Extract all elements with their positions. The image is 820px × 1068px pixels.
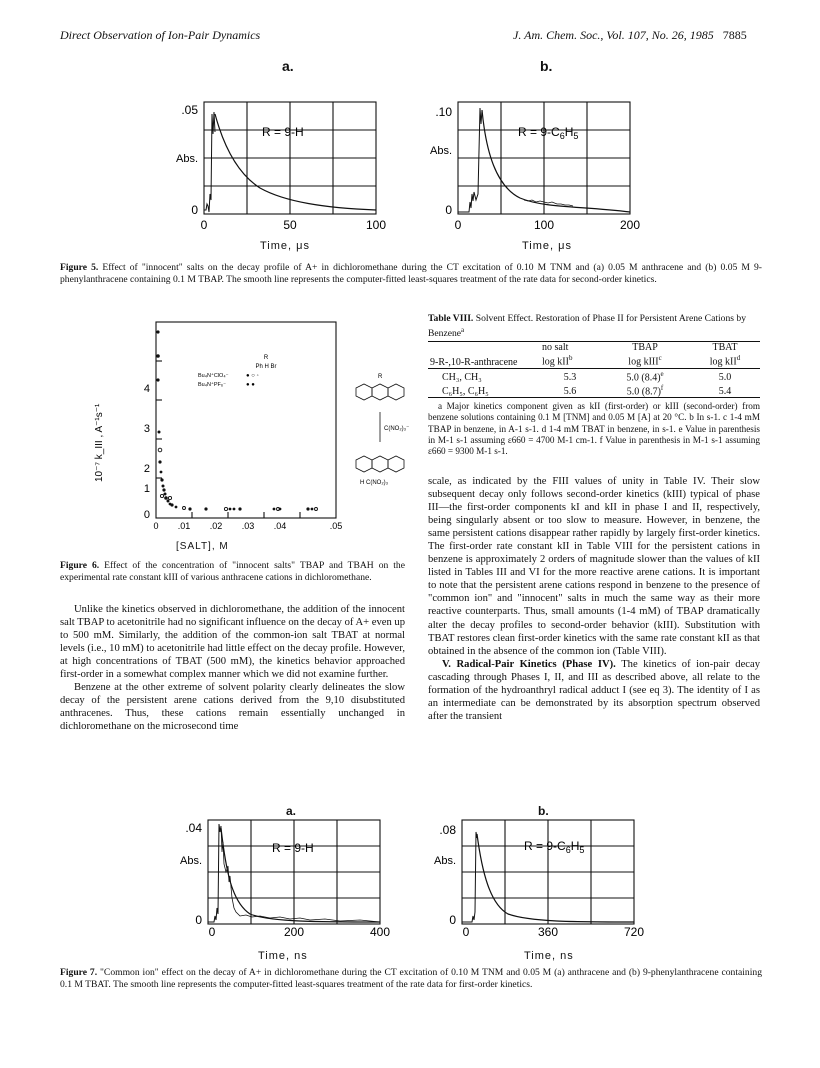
- fig7-panel-a-letter: a.: [286, 804, 297, 818]
- left-body-text: [60, 603, 405, 733]
- fig5b-xtick-0: 0: [454, 218, 462, 232]
- fig5-caption-label: Figure 5.: [60, 262, 99, 273]
- fig5-caption-text: Effect of "innocent" salts on the decay profile of A+ in dichloromethane during the CT excitation of 0.10 M TNM and (a) 0.05 M anthracene and (b) 0.05 M 9-phenylanthracene containing 0.1 M TBAP. The smooth line represents the computer-fitted least-squares treatment of the rate data for second-order kinetics.: [60, 262, 762, 285]
- table8: [428, 313, 760, 457]
- fig5b-ytick-zero: 0: [445, 203, 452, 217]
- fig6-legend-row2-label: Bu₄N⁺PF₆⁻: [198, 382, 226, 388]
- fig5a-ylabel: Abs.: [175, 153, 198, 165]
- fig7b-xtick-1: 360: [537, 925, 559, 939]
- fig5a-xtick-0: 0: [200, 218, 208, 232]
- fig5-panel-b-xlabel: Time, μs: [522, 240, 572, 252]
- table8-r2-c1: 5.6: [563, 386, 577, 398]
- table8-r1-c1: 5.3: [563, 372, 577, 384]
- fig5a-ytick-top: .05: [181, 103, 198, 117]
- table8-head1-col0: [428, 342, 540, 354]
- table8-head2-col2: log kIII$^c$: [628, 354, 662, 368]
- table8-head-row-2: [428, 353, 760, 368]
- running-head-right: [513, 28, 747, 43]
- fig5-panel-a-xlabel: Time, μs: [260, 240, 310, 252]
- fig5a-xtick-2: 100: [365, 218, 387, 232]
- fig6-ylabel: 10⁻⁷ k_III , A⁻¹s⁻¹: [94, 403, 105, 482]
- table-row: [428, 368, 760, 383]
- table8-head1-col1: no salt: [542, 342, 569, 354]
- fig7a-ytick-top: .04: [185, 821, 202, 835]
- left-paragraph-2: Benzene at the other extreme of solvent polarity clearly delineates the slow decay of the persistent arene cations derived from the 9,10 disubstituted anthracenes. Thus, these cations remain essentially unchanged in dichloromethane on the microsecond time: [60, 682, 405, 733]
- table8-footnote: a Major kinetics component given as kII (first-order) or kIII (second-order) from benzene solutions containing 0.1 M [TNM] and 0.05 M [A] at 20 °C. b In s-1. c 1-4 mM TBAP in benzene, in A-1 s-1. d 1-4 mM TBAT in benzene, in s-1. e Value in parenthesis in M-1 s-1 assuming ε660 = 4700 M-1 cm-1. f Value in parenthesis in M-1 s-1 assuming ε660 = 9300 M-1 s-1.: [428, 401, 760, 456]
- table8-r1-c3: 5.0: [718, 372, 732, 384]
- fig7b-series-label: $R = 9-C_6H_5$: [524, 839, 585, 855]
- fig7-panel-a-plot: [160, 812, 400, 942]
- table8-head-row-1: [428, 342, 760, 354]
- fig5b-xtick-2: 200: [619, 218, 641, 232]
- fig5b-ytick-top: .10: [435, 105, 452, 119]
- fig6-ytick-1: 1: [143, 483, 150, 495]
- fig5a-ytick-zero: 0: [191, 203, 198, 217]
- fig7-panel-a-xlabel: Time, ns: [258, 950, 308, 962]
- table8-r2-c3: 5.4: [718, 386, 732, 398]
- fig6-xtick-4: .04: [273, 521, 287, 531]
- fig7-caption-label: Figure 7.: [60, 967, 98, 978]
- fig6-struct-no2-bottom: H C(NO₂)₃: [360, 480, 389, 486]
- fig7-panel-b-xlabel: Time, ns: [524, 950, 574, 962]
- fig5-panel-b-letter: b.: [540, 58, 553, 74]
- fig6-legend-row1-label: Bu₄N⁺ClO₄⁻: [198, 373, 229, 379]
- fig7a-series-label: R = 9-H: [272, 841, 314, 855]
- fig7-panel-b-letter: b.: [538, 804, 549, 818]
- fig7a-xtick-1: 200: [283, 925, 305, 939]
- fig6-plot: [60, 312, 410, 552]
- fig6-ytick-2: 2: [143, 463, 150, 475]
- table8-title-text: Solvent Effect. Restoration of Phase II for Persistent Arene Cations by Benzene: [428, 313, 746, 339]
- fig6-struct-r: R: [378, 374, 383, 380]
- fig6-ytick-3: 3: [143, 423, 150, 435]
- fig5-caption: [60, 262, 762, 285]
- table8-r2-c2: 5.0 $(8.7)^f$: [626, 384, 664, 398]
- table8-head2-col0: 9-R-,10-R-anthracene: [430, 356, 518, 368]
- table8-grid: [428, 341, 760, 398]
- right-paragraph-1: scale, as indicated by the FIII values of unity in Table IV. Their slow subsequent decay only follows second-order kinetics (kIII) typical of phase III—the first-order components kI and kII in phase I and II, respectively, being singularly absent or too slow to measure. However, in benzene, the same persistent cations disappear rather rapidly by largely first-order kinetics. The first-order rate constant kII in Table VIII for the persistent cations in benzene is approximately 2 orders of magnitude slower than the values of kII listed in Tables III and VI for the more reactive arene cations. It is important to note that the persistent arene cations respond in benzene to the presence of "common ion" and "innocent" salts in much the same way as their more reactive counterparts. Thus, small amounts (1-4 mM) of TBAP dramatically alter the decay profiles to second-order behavior (kIII). Substitution with TBAT restores clean first-order kinetics with the same rate constant kII as that obtained in the absence of the common ion (Table VIII).: [428, 476, 760, 657]
- fig7b-ytick-zero: 0: [449, 913, 456, 927]
- fig6-caption-label: Figure 6.: [60, 560, 100, 571]
- fig7-caption: [60, 967, 762, 990]
- fig7a-xtick-2: 400: [369, 925, 391, 939]
- fig5b-series-label: $R = 9-C_6H_5$: [518, 125, 579, 141]
- table8-title-note: a: [461, 325, 465, 334]
- fig6-caption-text: Effect of the concentration of "innocent salts" TBAP and TBAH on the experimental rate constant kIII of various anthracene cations in dichloromethane.: [60, 560, 405, 583]
- fig7b-ytick-top: .08: [439, 823, 456, 837]
- fig6-legend-row2-marks: ● ●: [246, 382, 255, 388]
- right-paragraph-2: V. Radical-Pair Kinetics (Phase IV). The kinetics of ion-pair decay cascading through Phases I, II, and III as described above, all relate to the formation of the hydroanthryl radical adduct I (see eq 3). The identity of I as an intermediate can be demonstrated by its absorption spectrum observed after the transient: [428, 658, 760, 722]
- fig7-panel-b-plot: [414, 812, 654, 942]
- table-row: [428, 383, 760, 398]
- fig6-legend-row1-marks: ● ○ ◦: [246, 373, 259, 379]
- fig5-panel-b-plot: [414, 74, 654, 242]
- fig5b-xtick-1: 100: [533, 218, 555, 232]
- table8-head1-col2: TBAP: [632, 342, 658, 354]
- table8-head1-col3: TBAT: [712, 342, 738, 354]
- right-body-text: [428, 475, 760, 723]
- table8-title-label: Table VIII.: [428, 313, 474, 324]
- fig6-struct-no2-top: C(NO₂)₃⁻: [384, 426, 410, 432]
- journal-citation: J. Am. Chem. Soc., Vol. 107, No. 26, 1985: [513, 28, 714, 42]
- table8-head2-col3: log kII$^d$: [709, 354, 741, 368]
- left-paragraph-1: Unlike the kinetics observed in dichloromethane, the addition of the innocent salt TBAP to acetonitrile had no significant influence on the decay of A+ even up to 500 mM. Similarly, the addition of the common-ion salt TBAT at normal levels (i.e., 10 mM) to acetonitrile had little effect on the decay profile. However, at high concentrations of TBAT (500 mM), the kinetics behavior approached first-order in a somewhat complex manner which we did not examine further.: [60, 604, 405, 681]
- fig6-caption: [60, 560, 405, 583]
- fig7a-xtick-0: 0: [208, 925, 216, 939]
- fig7b-xtick-2: 720: [623, 925, 645, 939]
- fig7-caption-text: "Common ion" effect on the decay of A+ in dichloromethane during the CT excitation of 0.10 M TNM and 0.05 M (a) anthracene and (b) 9-phenylanthracene containing 0.1 M TBAT. The smooth line represents the computer-fitted least-squares treatment of the rate data for first-order kinetics.: [60, 967, 762, 990]
- fig6-legend-header: R: [263, 355, 269, 361]
- fig6-xtick-3: .03: [241, 521, 255, 531]
- table8-r1-c2: 5.0 $(8.4)^e$: [626, 369, 664, 384]
- fig7b-xtick-0: 0: [462, 925, 470, 939]
- fig5-panel-a-plot: [160, 74, 400, 242]
- fig5b-ylabel: Abs.: [429, 145, 452, 157]
- fig6-ytick-4: 4: [143, 383, 150, 395]
- fig5a-series-label: R = 9-H: [262, 125, 304, 139]
- table8-title: [428, 313, 760, 339]
- table8-r1-c0: CH₃, CH₃: [442, 372, 482, 384]
- fig6-xtick-0: 0: [153, 521, 159, 531]
- fig6-xtick-5: .05: [329, 521, 343, 531]
- fig6-legend-cols: Ph H Br: [255, 364, 277, 370]
- fig6-xtick-2: .02: [209, 521, 223, 531]
- section-heading: V. Radical-Pair Kinetics (Phase IV).: [442, 658, 616, 670]
- fig6-xtick-1: .01: [177, 521, 191, 531]
- table8-r2-c0: C₆H₅, C₆H₅: [442, 386, 489, 398]
- fig7a-ylabel: Abs.: [179, 855, 202, 867]
- table8-head2-col1: log kII$^b$: [542, 354, 573, 368]
- fig7a-ytick-zero: 0: [195, 913, 202, 927]
- fig5-panel-a-letter: a.: [282, 58, 294, 74]
- page-number: 7885: [722, 28, 747, 42]
- fig5a-xtick-1: 50: [283, 218, 297, 232]
- running-head-left: Direct Observation of Ion-Pair Dynamics: [60, 28, 261, 42]
- fig7b-ylabel: Abs.: [433, 855, 456, 867]
- fig6-xlabel: [SALT], M: [176, 541, 229, 552]
- fig6-ytick-0: 0: [143, 509, 150, 521]
